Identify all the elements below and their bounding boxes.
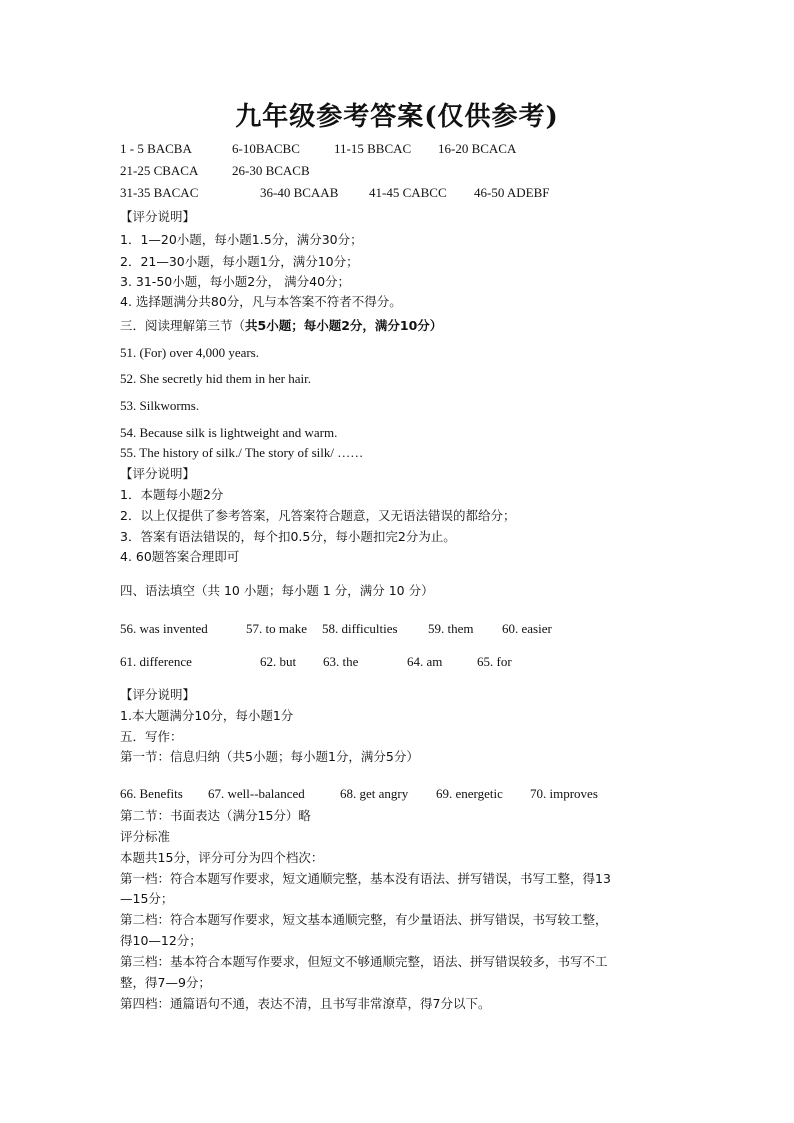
scoring-tier-line: 第四档：通篇语句不通，表达不清，且书写非常潦草，得7分以下。 [120,996,491,1011]
scoring-intro: 本题共15分，评分可分为四个档次： [120,850,324,865]
scoring-tier-line: 第一档：符合本题写作要求，短文通顺完整，基本没有语法、拼写错误，书写工整，得13 [120,871,611,886]
scoring-tier-line: 第二档：符合本题写作要求，短文基本通顺完整，有少量语法、拼写错误，书写较工整， [120,912,608,927]
scoring-heading: 【评分说明】 [120,687,196,702]
writing-heading: 五．写作： [120,729,183,744]
writing-answer: 68. get angry [340,786,409,801]
writing-answer: 69. energetic [436,786,503,801]
scoring-heading: 【评分说明】 [120,466,196,481]
scoring-item: 1．1—20小题，每小题1.5分，满分30分； [120,232,363,247]
scoring-item: 2．21—30小题，每小题1分，满分10分； [120,254,359,269]
mc-answer-group: 26-30 BCACB [232,163,310,178]
mc-answer-group: 16-20 BCACA [438,141,517,156]
writing-answer: 66. Benefits [120,786,183,801]
grammar-answer: 57. to make [246,621,308,636]
scoring-tier-line: —15分； [120,891,174,906]
reading-heading [120,318,442,334]
grammar-answer: 65. for [477,654,512,669]
reading-heading-bold: 共5小题；每小题2分，满分10分） [245,318,443,333]
mc-answer-group: 1 - 5 BACBA [120,141,192,156]
reading-answer: 52. She secretly hid them in her hair. [120,371,311,386]
grammar-answer: 63. the [323,654,359,669]
reading-heading-plain: 三．阅读理解第三节（ [120,318,246,333]
grammar-answer: 58. difficulties [322,621,398,636]
mc-answer-group: 41-45 CABCC [369,185,447,200]
scoring-tier-line: 整，得7—9分； [120,975,211,990]
scoring-item: 3．答案有语法错误的，每个扣0.5分，每小题扣完2分为止。 [120,529,456,544]
mc-answer-group: 6-10BACBC [232,141,300,156]
mc-answer-group: 36-40 BCAAB [260,185,339,200]
mc-answer-group: 46-50 ADEBF [474,185,550,200]
scoring-tier-line: 得10—12分； [120,933,202,948]
scoring-standard-heading: 评分标准 [120,829,171,844]
scoring-tier-line: 第三档：基本符合本题写作要求，但短文不够通顺完整，语法、拼写错误较多，书写不工 [120,954,608,969]
mc-answer-group: 31-35 BACAC [120,185,199,200]
writing-section-1: 第一节：信息归纳（共5小题；每小题1分，满分5分） [120,749,419,764]
scoring-item: 3. 31-50小题，每小题2分， 满分40分； [120,274,351,289]
grammar-answer: 62. but [260,654,297,669]
writing-answer: 67. well--balanced [208,786,305,801]
reading-answer: 55. The history of silk./ The story of silk/ …… [120,445,364,460]
page-title: 九年级参考答案(仅供参考) [235,102,559,132]
writing-answer: 70. improves [530,786,598,801]
reading-answer: 51. (For) over 4,000 years. [120,345,259,360]
grammar-answer: 59. them [428,621,474,636]
grammar-answer: 61. difference [120,654,192,669]
reading-answer: 53. Silkworms. [120,398,200,413]
scoring-item: 4. 选择题满分共80分，凡与本答案不符者不得分。 [120,294,402,309]
reading-answer: 54. Because silk is lightweight and warm. [120,425,338,440]
scoring-item: 4. 60题答案合理即可 [120,549,240,564]
grammar-answer: 56. was invented [120,621,208,636]
scoring-item: 1.本大题满分10分，每小题1分 [120,708,294,723]
mc-answer-group: 21-25 CBACA [120,163,199,178]
writing-section-2: 第二节：书面表达（满分15分）略 [120,808,311,823]
scoring-heading: 【评分说明】 [120,209,196,224]
grammar-answer: 60. easier [502,621,552,636]
scoring-item: 1．本题每小题2分 [120,487,224,502]
grammar-heading: 四、语法填空（共 10 小题；每小题 1 分，满分 10 分） [120,583,434,598]
mc-answer-group: 11-15 BBCAC [334,141,412,156]
grammar-answer: 64. am [407,654,443,669]
scoring-item: 2．以上仅提供了参考答案，凡答案符合题意，又无语法错误的都给分； [120,508,516,523]
